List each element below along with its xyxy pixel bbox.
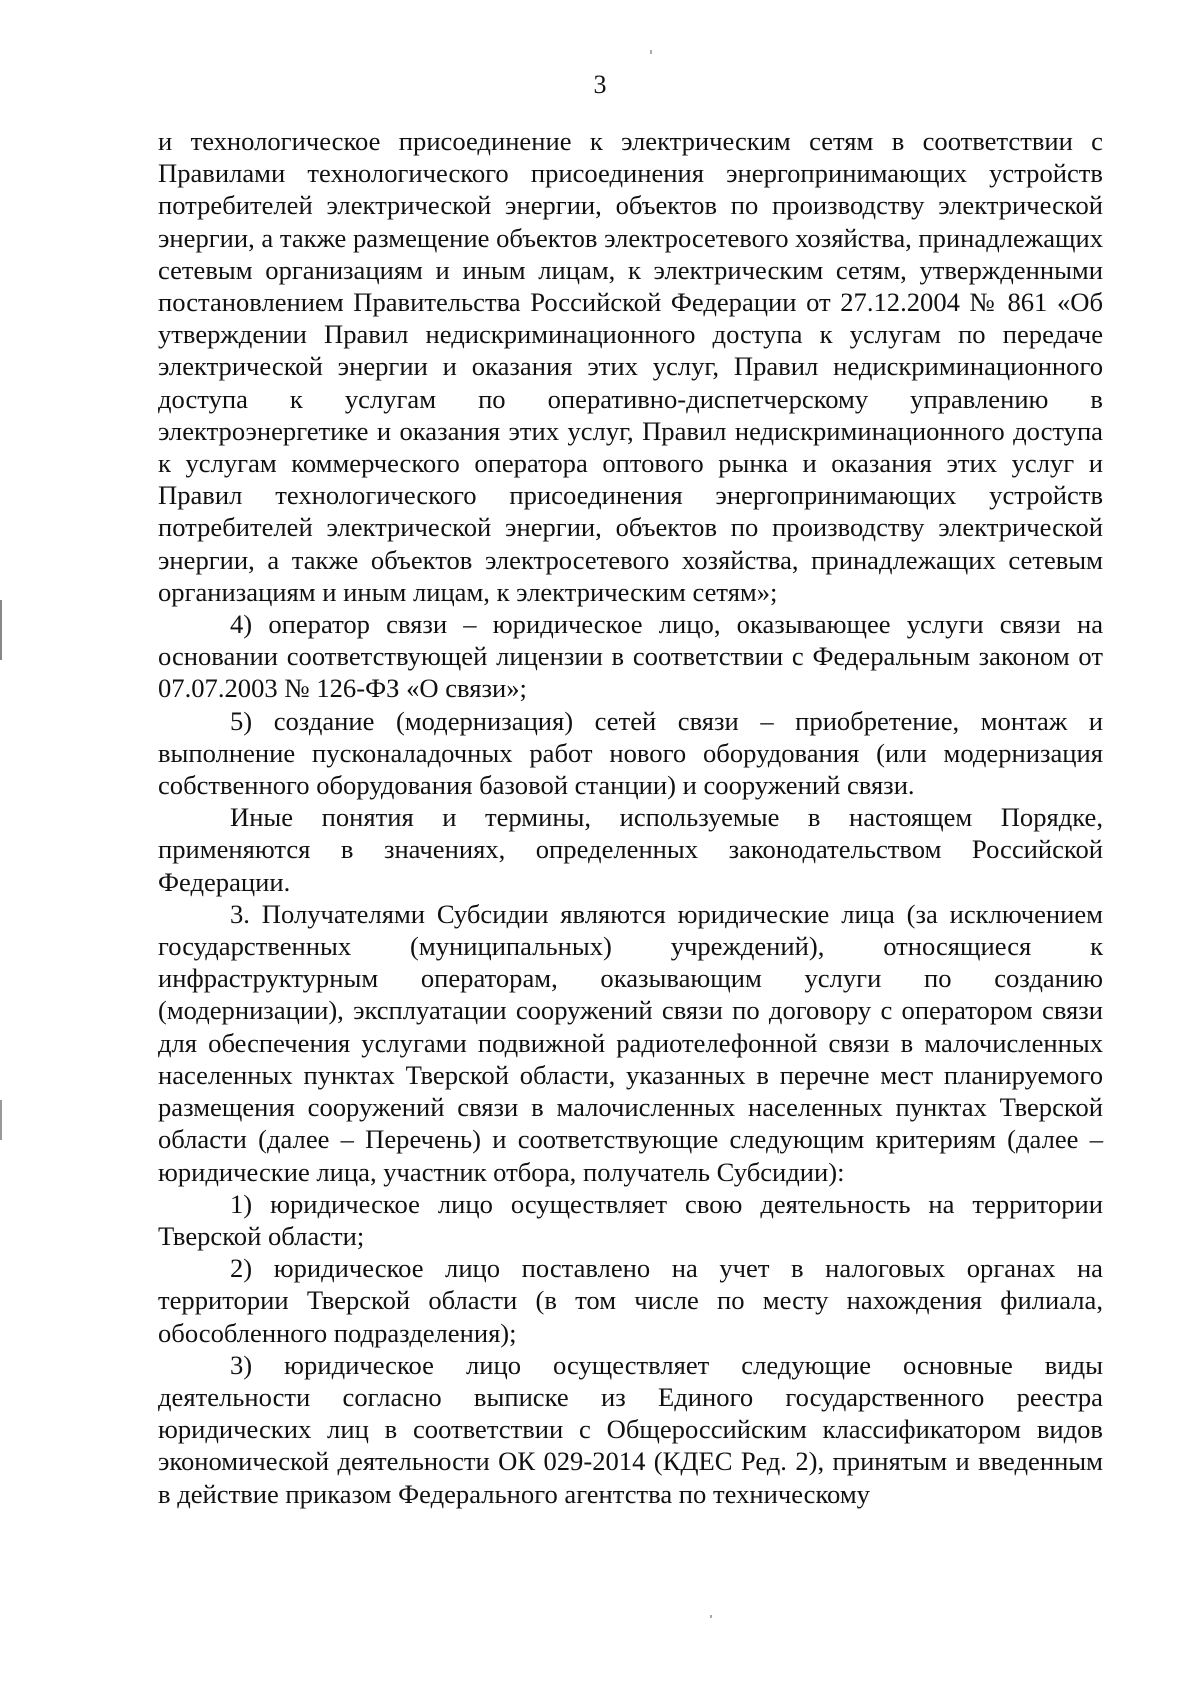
paragraph-item-4: 4) оператор связи – юридическое лицо, оказывающее услуги связи на основании соответствующей лицензии в соответствии с Федеральным законом от 07.07.2003 № 126-ФЗ «О связи»; <box>158 609 1103 704</box>
paragraph-section-3: 3. Получателями Субсидии являются юридические лица (за исключением государственных (муниципальных) учреждений), относящиеся к инфраструктурным операторам, оказывающим услуги по созданию (модернизации), эксплуатации сооружений связи по договору с оператором связи для обеспечения услугами подвижной радиотелефонной связи в малочисленных населенных пунктах Тверской области, указанных в перечне мест планируемого размещения сооружений связи в малочисленных населенных пунктах Тверской области (далее – Перечень) и соответствующие следующим критериям (далее – юридические лица, участник отбора, получатель Субсидии): <box>158 898 1103 1187</box>
scan-artifact-dot <box>650 50 652 54</box>
scan-artifact-dot <box>710 1615 712 1618</box>
paragraph-item-5: 5) создание (модернизация) сетей связи – приобретение, монтаж и выполнение пусконаладочных работ нового оборудования (или модернизация собственного оборудования базовой станции) и сооружений связи. <box>158 705 1103 801</box>
scan-artifact-mark <box>0 1100 2 1140</box>
paragraph-other-terms: Иные понятия и термины, используемые в настоящем Порядке, применяются в значениях, определенных законодательством Российской Федерации. <box>158 802 1103 897</box>
paragraph-continuation: и технологическое присоединение к электрическим сетям в соответствии с Правилами технологического присоединения энергопринимающих устройств потребителей электрической энергии, объектов по производству электрической энергии, а также размещение объектов электросетевого хозяйства, принадлежащих сетевым организациям и иным лицам, к электрическим сетям, утвержденными постановлением Правительства Российской Федерации от 27.12.2004 № 861 «Об утверждении Правил недискриминационного доступа к услугам по передаче электрической энергии и оказания этих услуг, Правил недискриминационного доступа к услугам по оперативно-диспетчерскому управлению в электроэнергетике и оказания этих услуг, Правил недискриминационного доступа к услугам коммерческого оператора оптового рынка и оказания этих услуг и Правил технологического присоединения энергопринимающих устройств потребителей электрической энергии, объектов по производству электрической энергии, а также объектов электросетевого хозяйства, принадлежащих сетевым организациям и иным лицам, к электрическим сетям»; <box>158 126 1103 607</box>
paragraph-criterion-3: 3) юридическое лицо осуществляет следующие основные виды деятельности согласно выписке из Единого государственного реестра юридических лиц в соответствии с Общероссийским классификатором видов экономической деятельности ОК 029-2014 (КДЕС Ред. 2), принятым и введенным в действие приказом Федерального агентства по техническому <box>158 1349 1103 1509</box>
document-body <box>158 125 1103 1510</box>
page-number: 3 <box>593 70 607 99</box>
paragraph-criterion-2: 2) юридическое лицо поставлено на учет в налоговых органах на территории Тверской области (в том числе по месту нахождения филиала, обособленного подразделения); <box>158 1253 1103 1348</box>
paragraph-criterion-1: 1) юридическое лицо осуществляет свою деятельность на территории Тверской области; <box>158 1188 1103 1251</box>
scan-artifact-mark <box>0 600 2 660</box>
